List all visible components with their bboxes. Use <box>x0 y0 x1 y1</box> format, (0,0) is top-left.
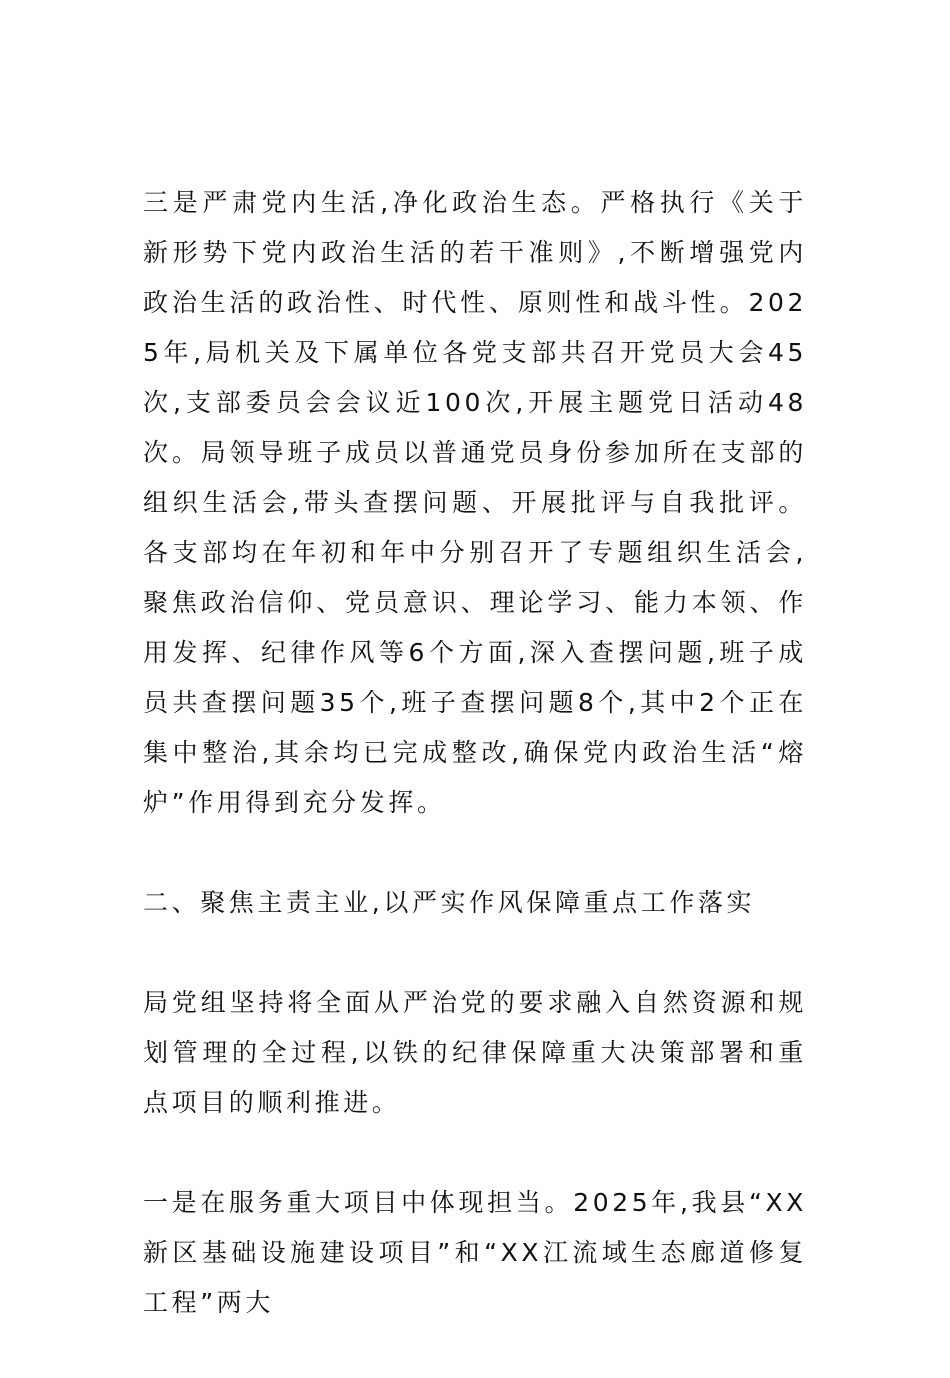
paragraph-party-life: 三是严肃党内生活,净化政治生态。严格执行《关于新形势下党内政治生活的若干准则》,不断增强党内政治生活的政治性、时代性、原则性和战斗性。2025年,局机关及下属单位各党支部共召开党员大会45次,支部委员会会议近100次,开展主题党日活动48次。局领导班子成员以普通党员身份参加所在支部的组织生活会,带头查摆问题、开展批评与自我批评。各支部均在年初和年中分别召开了专题组织生活会,聚焦政治信仰、党员意识、理论学习、能力本领、作用发挥、纪律作风等6个方面,深入查摆问题,班子成员共查摆问题35个,班子查摆问题8个,其中2个正在集中整治,其余均已完成整改,确保党内政治生活“熔炉”作用得到充分发挥。 <box>143 188 807 817</box>
document-page <box>143 178 807 1378</box>
paragraph-major-projects: 一是在服务重大项目中体现担当。2025年,我县“XX新区基础设施建设项目”和“XX江流域生态廊道修复工程”两大 <box>143 1188 807 1317</box>
paragraph-party-group-intro: 局党组坚持将全面从严治党的要求融入自然资源和规划管理的全过程,以铁的纪律保障重大决策部署和重点项目的顺利推进。 <box>143 988 807 1117</box>
section-heading-two: 二、聚焦主责主业,以严实作风保障重点工作落实 <box>143 888 756 917</box>
